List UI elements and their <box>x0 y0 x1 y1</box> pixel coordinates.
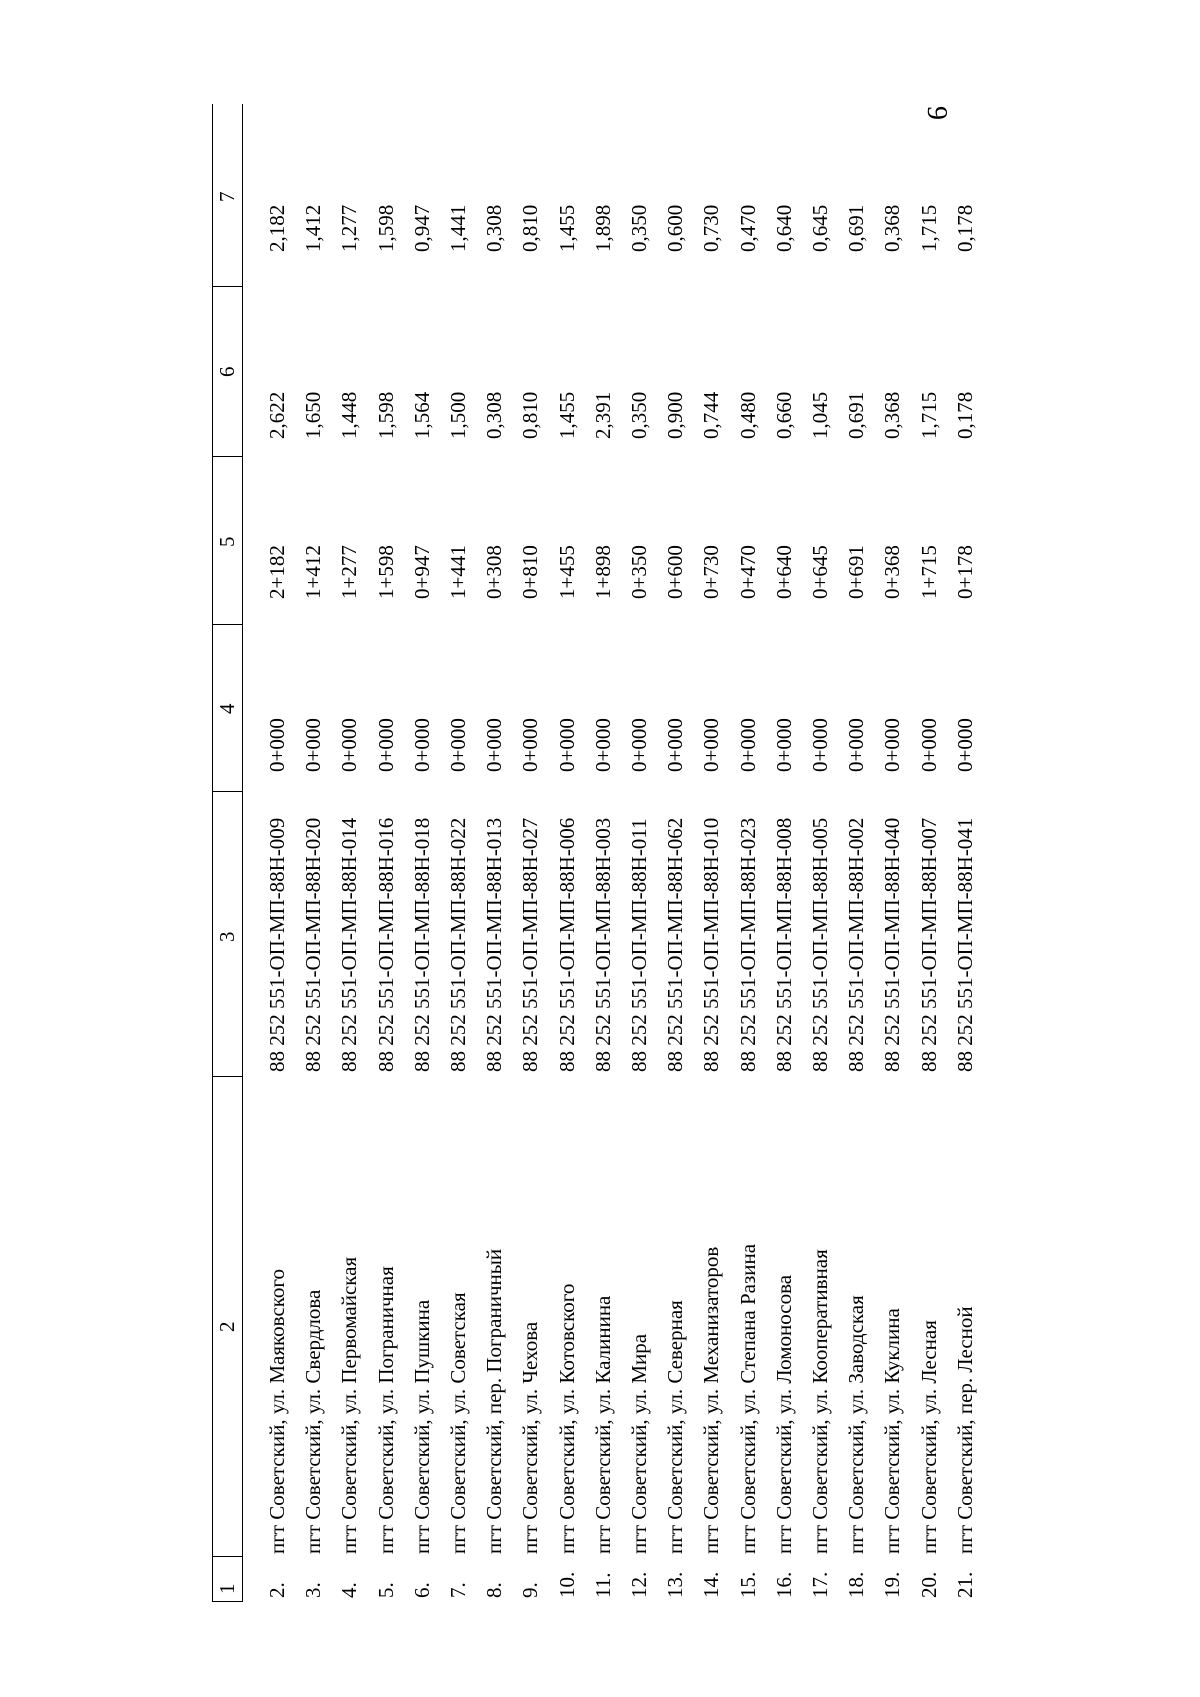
row-end: 0+810 <box>518 545 543 599</box>
row-name: пгт Советский, ул. Советская <box>446 1292 470 1554</box>
row-start: 0+000 <box>808 718 832 772</box>
row-start: 0+000 <box>663 718 688 772</box>
row-start: 0+000 <box>844 718 869 772</box>
row-number: 5. <box>373 1582 398 1598</box>
row-length2: 0,470 <box>735 204 760 252</box>
row-code: 88 252 551-ОП-МП-88Н-016 <box>373 817 398 1072</box>
header-bottom-border <box>242 104 243 1602</box>
row-length: 1,448 <box>337 391 362 439</box>
row-code: 88 252 551-ОП-МП-88Н-009 <box>265 817 289 1072</box>
row-length2: 0,730 <box>699 204 724 252</box>
row-length: 0,308 <box>482 391 507 439</box>
row-code: 88 252 551-ОП-МП-88Н-022 <box>446 817 470 1072</box>
row-start: 0+000 <box>590 718 615 772</box>
row-length2: 0,947 <box>409 204 434 252</box>
row-name: пгт Советский, ул. Свердлова <box>301 1289 326 1554</box>
row-end: 0+308 <box>482 545 507 599</box>
row-start: 0+000 <box>880 718 905 772</box>
row-name: пгт Советский, пер. Лесной <box>952 1306 977 1554</box>
row-end: 0+947 <box>409 545 434 599</box>
row-number: 11. <box>590 1572 615 1598</box>
row-name: пгт Советский, ул. Котовского <box>554 1283 579 1554</box>
row-length: 0,350 <box>627 391 651 439</box>
row-code: 88 252 551-ОП-МП-88Н-018 <box>409 817 434 1072</box>
row-length: 1,650 <box>301 391 326 439</box>
row-length: 0,691 <box>844 391 869 439</box>
row-length: 0,660 <box>771 391 796 439</box>
row-end: 0+470 <box>735 545 760 599</box>
header-col-1: 1 <box>215 1583 239 1594</box>
row-code: 88 252 551-ОП-МП-88Н-013 <box>482 817 507 1072</box>
row-number: 7. <box>446 1582 470 1598</box>
row-name: пгт Советский, пер. Пограничный <box>482 1248 507 1554</box>
header-col-5: 5 <box>215 536 239 547</box>
row-number: 18. <box>844 1571 869 1598</box>
row-number: 6. <box>409 1582 434 1598</box>
row-name: пгт Советский, ул. Заводская <box>844 1295 869 1554</box>
row-name: пгт Советский, ул. Маяковского <box>265 1268 289 1554</box>
row-length2: 0,350 <box>627 204 651 252</box>
row-code: 88 252 551-ОП-МП-88Н-005 <box>808 817 832 1072</box>
row-code: 88 252 551-ОП-МП-88Н-010 <box>699 817 724 1072</box>
row-start: 0+000 <box>699 718 724 772</box>
row-number: 12. <box>627 1571 651 1598</box>
row-length: 0,810 <box>518 391 543 439</box>
row-code: 88 252 551-ОП-МП-88Н-006 <box>554 817 579 1072</box>
row-length2: 1,455 <box>554 204 579 252</box>
row-number: 10. <box>554 1571 579 1598</box>
row-name: пгт Советский, ул. Первомайская <box>337 1256 362 1554</box>
row-end: 1+441 <box>446 545 470 599</box>
row-start: 0+000 <box>337 718 362 772</box>
col-sep-6 <box>212 286 242 287</box>
row-end: 1+598 <box>373 545 398 599</box>
row-length2: 1,412 <box>301 204 326 252</box>
row-length2: 0,691 <box>844 204 869 252</box>
row-start: 0+000 <box>735 718 760 772</box>
row-length: 1,045 <box>808 391 832 439</box>
row-end: 0+350 <box>627 545 651 599</box>
row-number: 20. <box>916 1571 941 1598</box>
row-number: 15. <box>735 1571 760 1598</box>
header-col-6: 6 <box>215 366 239 377</box>
row-code: 88 252 551-ОП-МП-88Н-040 <box>880 817 905 1072</box>
row-name: пгт Советский, ул. Механизаторов <box>699 1246 724 1554</box>
row-length: 2,391 <box>590 391 615 439</box>
row-start: 0+000 <box>916 718 941 772</box>
row-name: пгт Советский, ул. Северная <box>663 1300 688 1554</box>
row-code: 88 252 551-ОП-МП-88Н-003 <box>590 817 615 1072</box>
row-start: 0+000 <box>554 718 579 772</box>
row-code: 88 252 551-ОП-МП-88Н-011 <box>627 818 651 1072</box>
row-start: 0+000 <box>373 718 398 772</box>
row-end: 1+715 <box>916 545 941 599</box>
row-code: 88 252 551-ОП-МП-88Н-027 <box>518 817 543 1072</box>
row-code: 88 252 551-ОП-МП-88Н-014 <box>337 817 362 1072</box>
row-length2: 0,178 <box>952 204 977 252</box>
row-length: 1,500 <box>446 391 470 439</box>
row-length: 1,715 <box>916 391 941 439</box>
row-length2: 0,640 <box>771 204 796 252</box>
header-col-4: 4 <box>215 703 239 714</box>
row-length: 1,564 <box>409 391 434 439</box>
col-sep-0 <box>212 1601 242 1602</box>
row-number: 8. <box>482 1582 507 1598</box>
row-name: пгт Советский, ул. Калинина <box>590 1295 615 1554</box>
header-col-2: 2 <box>215 1321 239 1332</box>
row-start: 0+000 <box>265 718 289 772</box>
row-length: 0,178 <box>952 391 977 439</box>
row-name: пгт Советский, ул. Степана Разина <box>735 1243 760 1554</box>
row-length2: 0,600 <box>663 204 688 252</box>
row-name: пгт Советский, ул. Пушкина <box>409 1299 434 1554</box>
rotated-table <box>212 104 1012 1602</box>
row-code: 88 252 551-ОП-МП-88Н-020 <box>301 817 326 1072</box>
row-number: 3. <box>301 1582 326 1598</box>
col-sep-2 <box>212 1076 242 1077</box>
row-number: 4. <box>337 1582 362 1598</box>
table-grid <box>212 104 1012 1602</box>
page-number: 9 <box>921 106 952 120</box>
row-code: 88 252 551-ОП-МП-88Н-023 <box>735 817 760 1072</box>
row-start: 0+000 <box>301 718 326 772</box>
row-code: 88 252 551-ОП-МП-88Н-041 <box>952 817 977 1072</box>
row-length2: 1,277 <box>337 204 362 252</box>
row-length2: 1,441 <box>446 204 470 252</box>
row-length2: 2,182 <box>265 204 289 252</box>
row-length2: 0,368 <box>880 204 905 252</box>
row-length2: 0,308 <box>482 204 507 252</box>
row-name: пгт Советский, ул. Пограничная <box>373 1266 398 1554</box>
row-length2: 1,898 <box>590 204 615 252</box>
row-number: 14. <box>699 1571 724 1598</box>
row-start: 0+000 <box>482 718 507 772</box>
row-length: 0,368 <box>880 391 905 439</box>
row-number: 13. <box>663 1571 688 1598</box>
row-name: пгт Советский, ул. Мира <box>627 1333 651 1554</box>
row-number: 9. <box>518 1582 543 1598</box>
row-code: 88 252 551-ОП-МП-88Н-008 <box>771 817 796 1072</box>
row-length2: 1,715 <box>916 204 941 252</box>
row-name: пгт Советский, ул. Куклина <box>880 1308 905 1554</box>
row-start: 0+000 <box>409 718 434 772</box>
row-end: 1+412 <box>301 545 326 599</box>
row-number: 2. <box>265 1582 289 1598</box>
row-end: 0+640 <box>771 545 796 599</box>
table-top-border <box>212 104 213 1602</box>
row-number: 17. <box>808 1571 832 1598</box>
row-length: 0,900 <box>663 391 688 439</box>
header-col-7: 7 <box>215 191 239 202</box>
row-length2: 1,598 <box>373 204 398 252</box>
row-start: 0+000 <box>446 718 470 772</box>
row-length2: 0,645 <box>808 204 832 252</box>
row-end: 0+600 <box>663 545 688 599</box>
row-code: 88 252 551-ОП-МП-88Н-007 <box>916 817 941 1072</box>
row-length: 0,744 <box>699 391 724 439</box>
row-start: 0+000 <box>952 718 977 772</box>
header-col-3: 3 <box>215 931 239 942</box>
row-code: 88 252 551-ОП-МП-88Н-062 <box>663 817 688 1072</box>
col-sep-5 <box>212 456 242 457</box>
row-length: 0,480 <box>735 391 760 439</box>
row-length: 1,455 <box>554 391 579 439</box>
row-name: пгт Советский, ул. Кооперативная <box>808 1249 832 1554</box>
row-name: пгт Советский, ул. Лесная <box>916 1320 941 1554</box>
col-sep-3 <box>212 791 242 792</box>
col-sep-4 <box>212 624 242 625</box>
row-number: 16. <box>771 1571 796 1598</box>
row-start: 0+000 <box>518 718 543 772</box>
row-end: 0+178 <box>952 545 977 599</box>
row-end: 1+898 <box>590 545 615 599</box>
row-end: 1+277 <box>337 545 362 599</box>
row-length2: 0,810 <box>518 204 543 252</box>
row-end: 0+691 <box>844 545 869 599</box>
row-start: 0+000 <box>627 718 651 772</box>
row-end: 0+368 <box>880 545 905 599</box>
row-number: 19. <box>880 1571 905 1598</box>
row-length: 2,622 <box>265 391 289 439</box>
row-start: 0+000 <box>771 718 796 772</box>
row-end: 1+455 <box>554 545 579 599</box>
row-end: 0+730 <box>699 545 724 599</box>
col-sep-1 <box>212 1556 242 1557</box>
row-name: пгт Советский, ул. Ломоносова <box>771 1274 796 1554</box>
row-number: 21. <box>952 1571 977 1598</box>
row-code: 88 252 551-ОП-МП-88Н-002 <box>844 817 869 1072</box>
row-end: 2+182 <box>265 545 289 599</box>
row-length: 1,598 <box>373 391 398 439</box>
row-end: 0+645 <box>808 545 832 599</box>
row-name: пгт Советский, ул. Чехова <box>518 1321 543 1554</box>
